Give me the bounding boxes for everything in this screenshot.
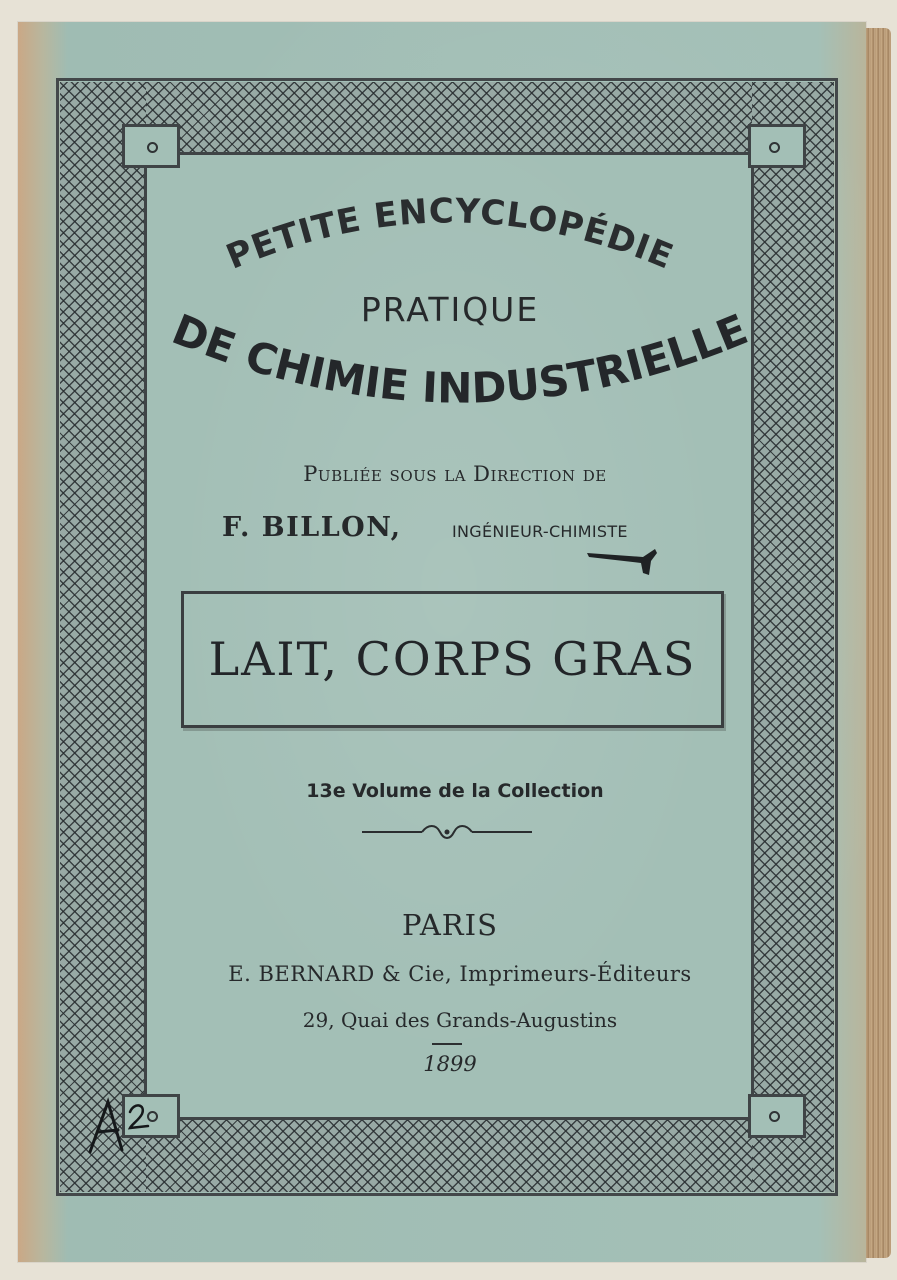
book-title: LAIT, CORPS GRAS <box>208 632 697 686</box>
volume-line: 13e Volume de la Collection <box>306 780 604 802</box>
editor-name: F. BILLON, <box>222 512 402 543</box>
handwritten-shelf-mark <box>82 1090 172 1160</box>
series-line-1: PETITE ENCYCLOPÉDIE <box>220 191 680 278</box>
corner-dot-icon <box>769 142 780 153</box>
series-title-arc <box>180 180 720 300</box>
border-band-left <box>60 82 146 1192</box>
corner-ornament <box>748 1094 806 1138</box>
title-box <box>181 591 724 728</box>
ornament-divider-icon <box>362 822 532 842</box>
corner-ornament <box>122 124 180 168</box>
address: 29, Quai des Grands-Augustins <box>302 1008 618 1032</box>
city: PARIS <box>402 908 498 942</box>
ink-blot-mark <box>585 547 659 577</box>
publication-year: 1899 <box>423 1052 477 1076</box>
divider-rule <box>432 1043 462 1045</box>
series-line-3: DE CHIMIE INDUSTRIELLE <box>165 304 755 413</box>
editor-title: INGÉNIEUR-CHIMISTE <box>452 522 628 541</box>
corner-dot-icon <box>769 1111 780 1122</box>
corner-dot-icon <box>147 142 158 153</box>
series-subtitle-arc <box>160 300 760 450</box>
publisher: E. BERNARD & Cie, Imprimeurs-Éditeurs <box>228 962 692 986</box>
series-line-2: PRATIQUE <box>360 290 540 329</box>
direction-line: Publiée sous la Direction de <box>303 462 607 486</box>
corner-ornament <box>748 124 806 168</box>
